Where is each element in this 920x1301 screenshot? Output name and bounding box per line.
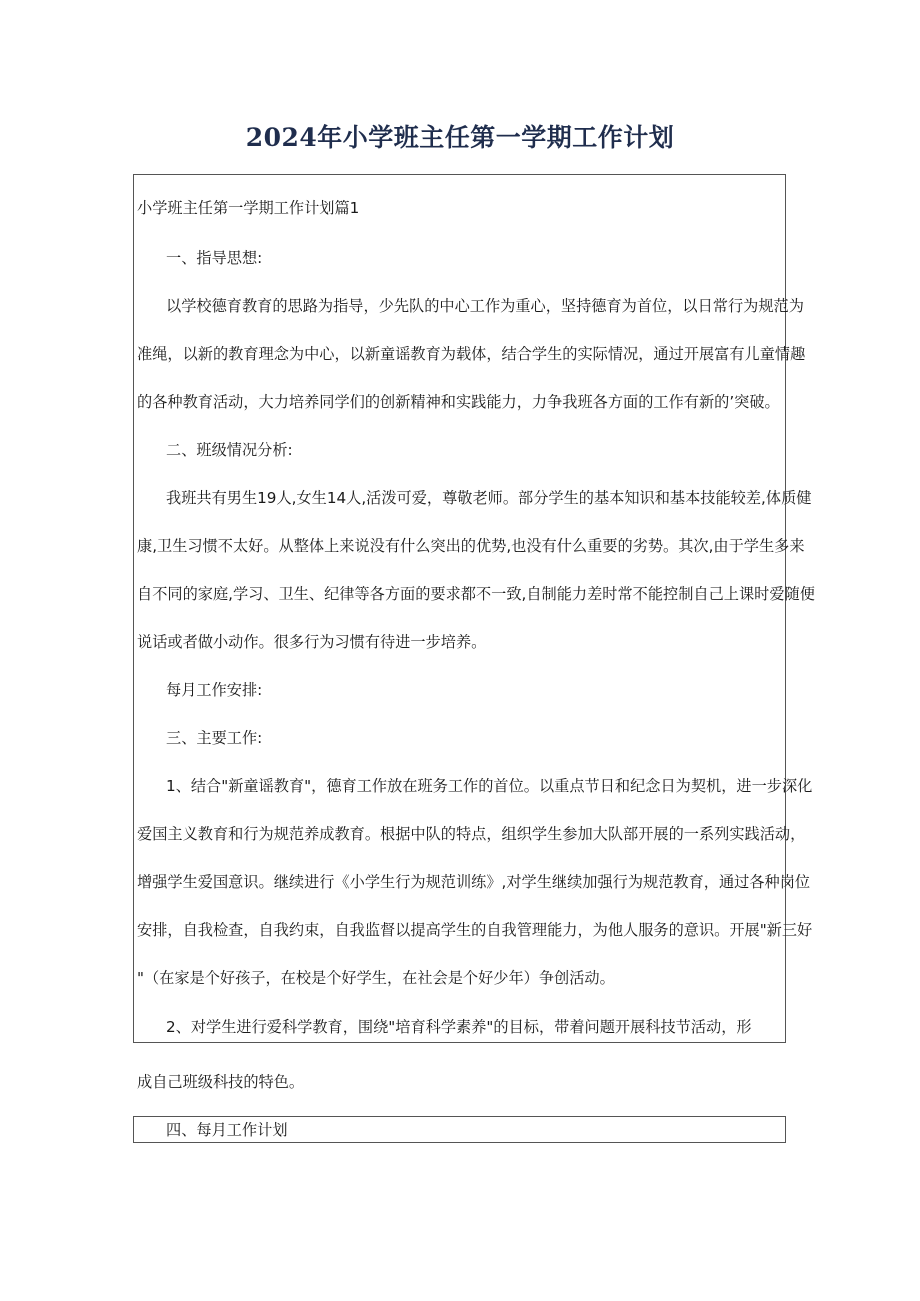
heading-monthly-plan: 四、每月工作计划	[166, 1121, 288, 1139]
paragraph-line: 增强学生爱国意识。继续进行《小学生行为规范训练》,对学生继续加强行为规范教育，通过各种岗位	[137, 873, 811, 891]
paragraph-line: 以学校德育教育的思路为指导，少先队的中心工作为重心，坚持德育为首位，以日常行为规范为	[166, 297, 804, 315]
section-heading: 小学班主任第一学期工作计划篇1	[137, 199, 360, 217]
heading-main-work: 三、主要工作:	[166, 729, 263, 747]
paragraph-line: "（在家是个好孩子，在校是个好学生，在社会是个好少年）争创活动。	[137, 969, 615, 987]
paragraph-line: 我班共有男生19人,女生14人,活泼可爱，尊敬老师。部分学生的基本知识和基本技能较差,体质健	[166, 489, 812, 507]
heading-class-analysis: 二、班级情况分析:	[166, 441, 293, 459]
paragraph-line: 的各种教育活动，大力培养同学们的创新精神和实践能力，力争我班各方面的工作有新的’突破。	[137, 393, 780, 411]
paragraph-line: 准绳，以新的教育理念为中心，以新童谣教育为载体，结合学生的实际情况，通过开展富有儿童情趣	[137, 345, 806, 363]
document-title: 2024年小学班主任第一学期工作计划	[245, 123, 675, 152]
paragraph-line: 安排，自我检查，自我约束，自我监督以提高学生的自我管理能力，为他人服务的意识。开展"新三好	[137, 921, 813, 939]
paragraph-line: 2、对学生进行爱科学教育，围绕"培育科学素养"的目标，带着问题开展科技节活动，形	[166, 1018, 752, 1036]
paragraph-line: 1、结合"新童谣教育"，德育工作放在班务工作的首位。以重点节日和纪念日为契机，进一步深化	[166, 777, 813, 795]
paragraph-line: 成自己班级科技的特色。	[137, 1073, 305, 1091]
paragraph-line: 说话或者做小动作。很多行为习惯有待进一步培养。	[137, 633, 487, 651]
heading-guiding-ideology: 一、指导思想:	[166, 249, 263, 267]
paragraph-line: 康,卫生习惯不太好。从整体上来说没有什么突出的优势,也没有什么重要的劣势。其次,由于学生多来	[137, 537, 805, 555]
heading-monthly-arrangement: 每月工作安排:	[166, 681, 263, 699]
paragraph-line: 爱国主义教育和行为规范养成教育。根据中队的特点，组织学生参加大队部开展的一系列实践活动，	[137, 825, 806, 843]
paragraph-line: 自不同的家庭,学习、卫生、纪律等各方面的要求都不一致,自制能力差时常不能控制自己上课时爱随便	[137, 585, 815, 603]
